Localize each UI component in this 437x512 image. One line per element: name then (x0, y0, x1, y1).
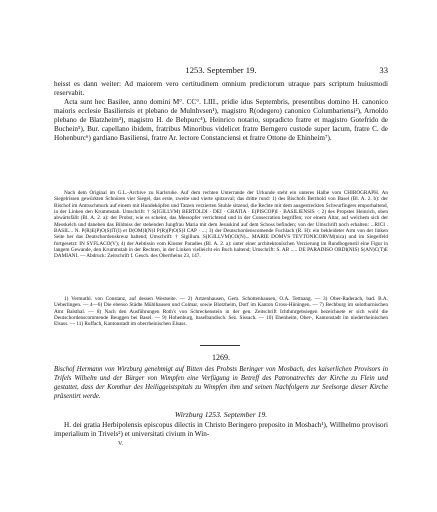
running-title: 1253. September 19. (185, 65, 257, 75)
source-description: Nach dem Original im G.L.-Archive zu Karlsruhe. Auf dem rechten Unterrande der Urkunde steht ein unteres Halbe vom CHIROGRAPH. An Siegelrissen gewürkten Schnüren vier Siegel, das erste, zweite und vierte spitzoval; das dritte rund: 1) des Bischofs Berthold von Basel (Bl. A. 2. b): der Bischof im Amtsschmuck auf einem mit Hundeköpfen und Tatzen verzierten Stuhle sitzend, die Rechte mit dem ausgestreckten Schwurfingers emporhaltend, in der Linken den Krummstab. Umschrift: † S(IGILLVM) BERTOLDI · DEI · GRATIA · E(PISCOP)I · BASILIENSIS ·; 2) des Propstes Heinrich, oben abwärtsfällt (Bl. A. 2. a): der Probst, wie es scheint, das Messopfer verrichtend und in der Consecration begriffen; vor einem Altar, auf welchem sich der Messkelch und daneben das Bildniss der stehenden Jungfrau Maria mit dem Jesuskind auf dem Schoss befinden; von der Umschrift noch erhalten: ...RICI . BASIL... N. P(R)E(P)O(S)IT(I) et D(OM)I(N)I P(R)(P)O(S)I CAP · ...; 3) der Deutschordenscomende Fuchlach (R. H): ein bekleideter Arm von der linken Seite her das Deutschordenskreuz haltend; Umschrift: † Sigillum. S(IGILLVM)CO(N)... MARIE DOMVS TEVTONICORVM(nica) und im Siegelfeld fortgesetzt: IN SYFLACO(V); 4) der Aebtissin vom Kloster Paradies (Bl. A. 2. a): unter einer architektonischen Verzierung im Rundbogenstil eine Figur in langem Gewande, den Krummstab in der Rechten, in der Linken vielleicht ein Buch haltend; Umschrift: S. AB ..... DE PARADISO ORDI(NIS) S(AN)C(T)E DAMIANI. — Abdruck: Zeitschrift f. Gesch. des Oberrheins 23, 147. (54, 190, 388, 260)
summary-text: Bischof Hermann von Wirzburg genehmigt auf Bitten des Probsts Beringer von Mosbach, des kaiserlichen Provisors in Trifels Wilhelm und der Bürger von Wimpfen eine Verfügung in Betreff des Patronatrechts der Kirche zu Flein und gestattet, dass der Komthur des Heiliggeistspitals zu Wimpfen ihm und seinen Nachfolgern zur Seelsorge dieser Kirche präsentirt werde. (54, 366, 388, 400)
document-summary (54, 366, 388, 402)
page-header (54, 65, 388, 77)
page-number: 33 (379, 65, 388, 75)
footnotes (54, 296, 388, 328)
editorial-notes (54, 190, 388, 260)
document-number: 1269. (212, 353, 230, 362)
charter-text (54, 80, 388, 143)
footnotes-text: 1) Vermuthl. von Constanz, auf dessen Westseite. — 2) Artzenhausen, Gem. Schottenhausen, O.A. Tettnang. — 3) Ober-Raderach, bad. B.A. Ueberlingen. — 4—6) Die ebenso Städte Mühlhausen und Colmar, sowie Blotzheim, Dorf im Kanton Gross-Hüningen. — 7) Bechburg im solothurnischen Amt Balsthal. — 8) Nach den Ausführungen Roth's von Schreckenstein in der gen. Zeitschrift Ichthmrgebsiegen bezeichnete er sich wohl die Deutschordenscommende Beuggen bei Basel. — 9) Hohenburg, baselbandisch. Sez. Sissach. — 10) Ehenheim, Ober-, Kantonstadt im niederrheinischen Elsass. — 11) Ruffach, Kantonstadt im oberrheinischen Elsass. (54, 296, 388, 328)
dateline: Wirzburg 1253. September 19. (174, 410, 268, 419)
signature-mark: V. (118, 441, 124, 447)
document-text (54, 421, 388, 439)
section-divider (200, 345, 240, 346)
charter-paragraph-1: heisst es dann weiter: Ad maiorem vero certitudinem omnium predictorum utraque pars scriptum huiusmodi reservabit. (54, 80, 388, 97)
charter-paragraph-2: Acta sunt hec Basilee, anno domini M°. CC°. LIII., pridie idus Septembris, presentibus domino H. canonico maioris ecclesie Basiliensis et plebano de Mulnhvsen¹), magistro R(odegero) canonico Columbariensi²), Arnoldo plebano de Blatzheim³), magistro H. de Behpurc⁴), Heinrico notario, supradicto fratre et magistro Gotefrido de Buchein⁵), Bur. capellano ibidem, fratribus Minoribus videlicet fratre Berngero custode super lacum, fratre C. de Hohenburc⁶) gardiano Basiliensi, fratre Ar. lectore Constanciensi et fratre Ottone de Ehinheim⁷). (54, 97, 388, 142)
document-text-line: H. dei gratia Herbipolensis episcopus dilectis in Christo Beringero preposito in Mosbach¹), Willhelmo provisori imperialium in Trivels²) et universitati civium in Win- (54, 421, 388, 438)
